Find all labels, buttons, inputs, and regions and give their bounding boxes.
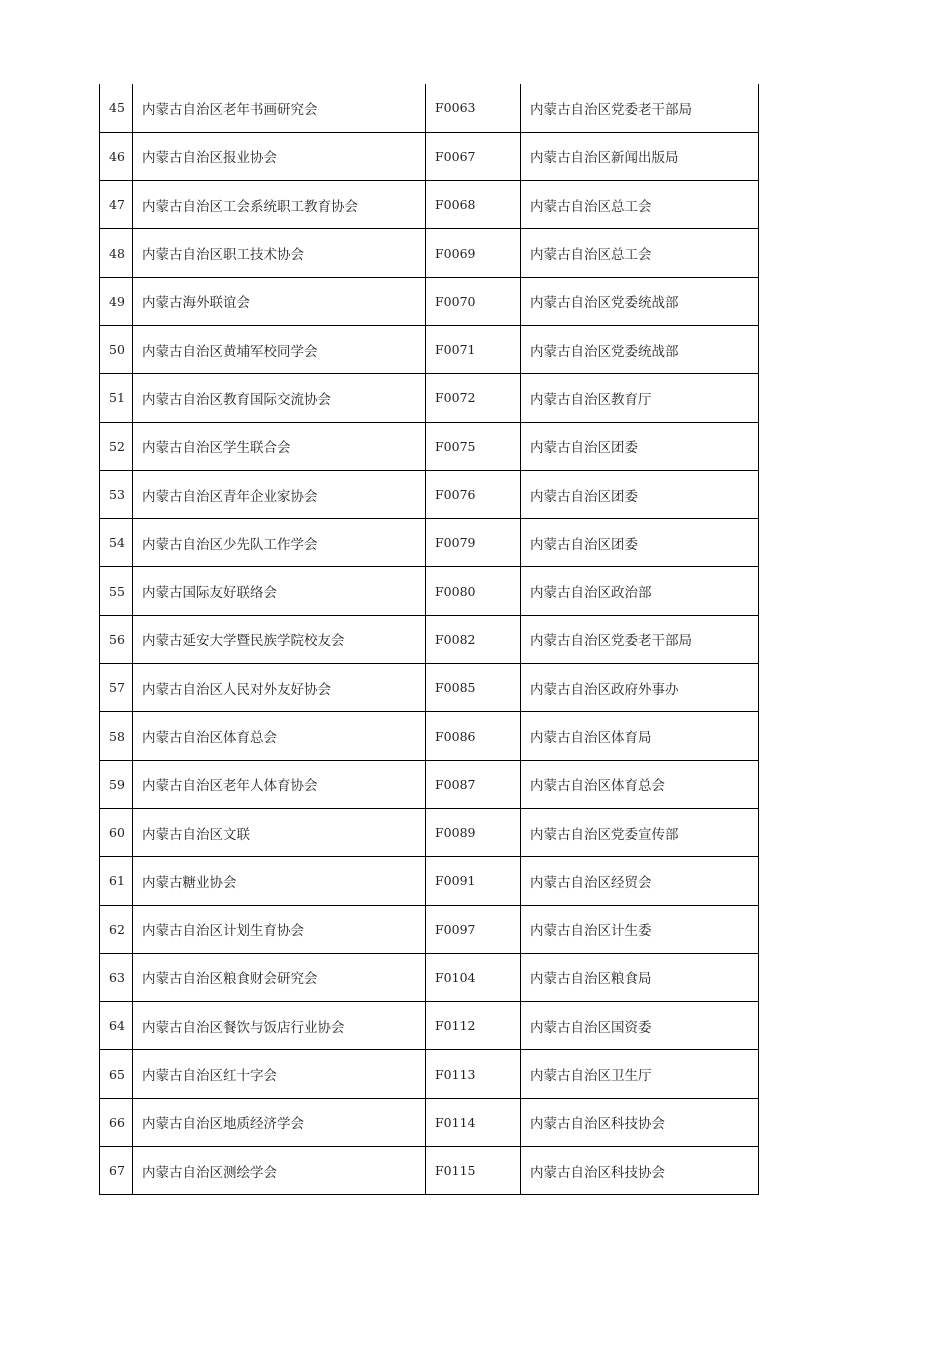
supervising-department: 内蒙古自治区党委统战部 — [521, 277, 759, 325]
organization-name: 内蒙古自治区报业协会 — [133, 132, 426, 180]
registration-code: F0115 — [426, 1147, 521, 1195]
row-number: 65 — [100, 1050, 133, 1098]
row-number: 62 — [100, 905, 133, 953]
row-number: 49 — [100, 277, 133, 325]
registration-code: F0067 — [426, 132, 521, 180]
registration-code: F0097 — [426, 905, 521, 953]
row-number: 66 — [100, 1098, 133, 1146]
row-number: 48 — [100, 229, 133, 277]
table-row — [100, 567, 759, 615]
supervising-department: 内蒙古自治区新闻出版局 — [521, 132, 759, 180]
organization-name: 内蒙古自治区体育总会 — [133, 712, 426, 760]
row-number: 54 — [100, 519, 133, 567]
table-row — [100, 519, 759, 567]
table-row — [100, 229, 759, 277]
organization-name: 内蒙古自治区粮食财会研究会 — [133, 953, 426, 1001]
row-number: 64 — [100, 1002, 133, 1050]
organization-name: 内蒙古自治区教育国际交流协会 — [133, 374, 426, 422]
organization-name: 内蒙古自治区职工技术协会 — [133, 229, 426, 277]
registration-code: F0087 — [426, 760, 521, 808]
registry-table-body — [100, 84, 759, 1195]
supervising-department: 内蒙古自治区党委统战部 — [521, 325, 759, 373]
registration-code: F0068 — [426, 181, 521, 229]
registration-code: F0113 — [426, 1050, 521, 1098]
supervising-department: 内蒙古自治区总工会 — [521, 229, 759, 277]
row-number: 52 — [100, 422, 133, 470]
table-row — [100, 1050, 759, 1098]
organization-name: 内蒙古自治区文联 — [133, 808, 426, 856]
row-number: 58 — [100, 712, 133, 760]
row-number: 61 — [100, 857, 133, 905]
supervising-department: 内蒙古自治区总工会 — [521, 181, 759, 229]
table-row — [100, 132, 759, 180]
table-row — [100, 905, 759, 953]
supervising-department: 内蒙古自治区计生委 — [521, 905, 759, 953]
registration-code: F0089 — [426, 808, 521, 856]
registration-code: F0086 — [426, 712, 521, 760]
table-row — [100, 1147, 759, 1195]
organization-name: 内蒙古延安大学暨民族学院校友会 — [133, 615, 426, 663]
table-row — [100, 470, 759, 518]
supervising-department: 内蒙古自治区团委 — [521, 519, 759, 567]
table-row — [100, 1002, 759, 1050]
organization-name: 内蒙古糖业协会 — [133, 857, 426, 905]
table-row — [100, 615, 759, 663]
table-row — [100, 277, 759, 325]
organization-name: 内蒙古自治区老年书画研究会 — [133, 84, 426, 132]
supervising-department: 内蒙古自治区科技协会 — [521, 1147, 759, 1195]
organization-name: 内蒙古国际友好联络会 — [133, 567, 426, 615]
organization-name: 内蒙古自治区红十字会 — [133, 1050, 426, 1098]
registration-code: F0114 — [426, 1098, 521, 1146]
registration-code: F0080 — [426, 567, 521, 615]
row-number: 51 — [100, 374, 133, 422]
row-number: 46 — [100, 132, 133, 180]
supervising-department: 内蒙古自治区体育总会 — [521, 760, 759, 808]
row-number: 53 — [100, 470, 133, 518]
table-row — [100, 760, 759, 808]
registration-code: F0091 — [426, 857, 521, 905]
table-row — [100, 664, 759, 712]
supervising-department: 内蒙古自治区团委 — [521, 470, 759, 518]
registration-code: F0063 — [426, 84, 521, 132]
registration-code: F0071 — [426, 325, 521, 373]
table-row — [100, 953, 759, 1001]
registration-code: F0085 — [426, 664, 521, 712]
row-number: 55 — [100, 567, 133, 615]
supervising-department: 内蒙古自治区政治部 — [521, 567, 759, 615]
registration-code: F0069 — [426, 229, 521, 277]
table-row — [100, 857, 759, 905]
supervising-department: 内蒙古自治区粮食局 — [521, 953, 759, 1001]
organization-name: 内蒙古自治区工会系统职工教育协会 — [133, 181, 426, 229]
row-number: 45 — [100, 84, 133, 132]
registration-code: F0075 — [426, 422, 521, 470]
organization-name: 内蒙古自治区少先队工作学会 — [133, 519, 426, 567]
table-row — [100, 808, 759, 856]
organization-name: 内蒙古自治区老年人体育协会 — [133, 760, 426, 808]
supervising-department: 内蒙古自治区教育厅 — [521, 374, 759, 422]
row-number: 50 — [100, 325, 133, 373]
row-number: 59 — [100, 760, 133, 808]
table-row — [100, 1098, 759, 1146]
organization-name: 内蒙古自治区地质经济学会 — [133, 1098, 426, 1146]
supervising-department: 内蒙古自治区党委老干部局 — [521, 615, 759, 663]
organization-name: 内蒙古自治区黄埔军校同学会 — [133, 325, 426, 373]
supervising-department: 内蒙古自治区政府外事办 — [521, 664, 759, 712]
registration-code: F0082 — [426, 615, 521, 663]
supervising-department: 内蒙古自治区经贸会 — [521, 857, 759, 905]
organization-name: 内蒙古海外联谊会 — [133, 277, 426, 325]
table-row — [100, 422, 759, 470]
organization-name: 内蒙古自治区计划生育协会 — [133, 905, 426, 953]
organization-name: 内蒙古自治区人民对外友好协会 — [133, 664, 426, 712]
table-row — [100, 712, 759, 760]
supervising-department: 内蒙古自治区党委宣传部 — [521, 808, 759, 856]
organization-name: 内蒙古自治区测绘学会 — [133, 1147, 426, 1195]
registration-code: F0076 — [426, 470, 521, 518]
table-row — [100, 325, 759, 373]
registration-code: F0079 — [426, 519, 521, 567]
registration-code: F0070 — [426, 277, 521, 325]
supervising-department: 内蒙古自治区体育局 — [521, 712, 759, 760]
supervising-department: 内蒙古自治区卫生厅 — [521, 1050, 759, 1098]
table-row — [100, 181, 759, 229]
organization-name: 内蒙古自治区青年企业家协会 — [133, 470, 426, 518]
row-number: 60 — [100, 808, 133, 856]
supervising-department: 内蒙古自治区团委 — [521, 422, 759, 470]
supervising-department: 内蒙古自治区国资委 — [521, 1002, 759, 1050]
registration-code: F0104 — [426, 953, 521, 1001]
registry-table — [99, 84, 759, 1195]
registration-code: F0072 — [426, 374, 521, 422]
row-number: 63 — [100, 953, 133, 1001]
supervising-department: 内蒙古自治区党委老干部局 — [521, 84, 759, 132]
table-row — [100, 374, 759, 422]
organization-name: 内蒙古自治区学生联合会 — [133, 422, 426, 470]
row-number: 56 — [100, 615, 133, 663]
organization-name: 内蒙古自治区餐饮与饭店行业协会 — [133, 1002, 426, 1050]
table-row — [100, 84, 759, 132]
row-number: 67 — [100, 1147, 133, 1195]
row-number: 57 — [100, 664, 133, 712]
registration-code: F0112 — [426, 1002, 521, 1050]
row-number: 47 — [100, 181, 133, 229]
supervising-department: 内蒙古自治区科技协会 — [521, 1098, 759, 1146]
